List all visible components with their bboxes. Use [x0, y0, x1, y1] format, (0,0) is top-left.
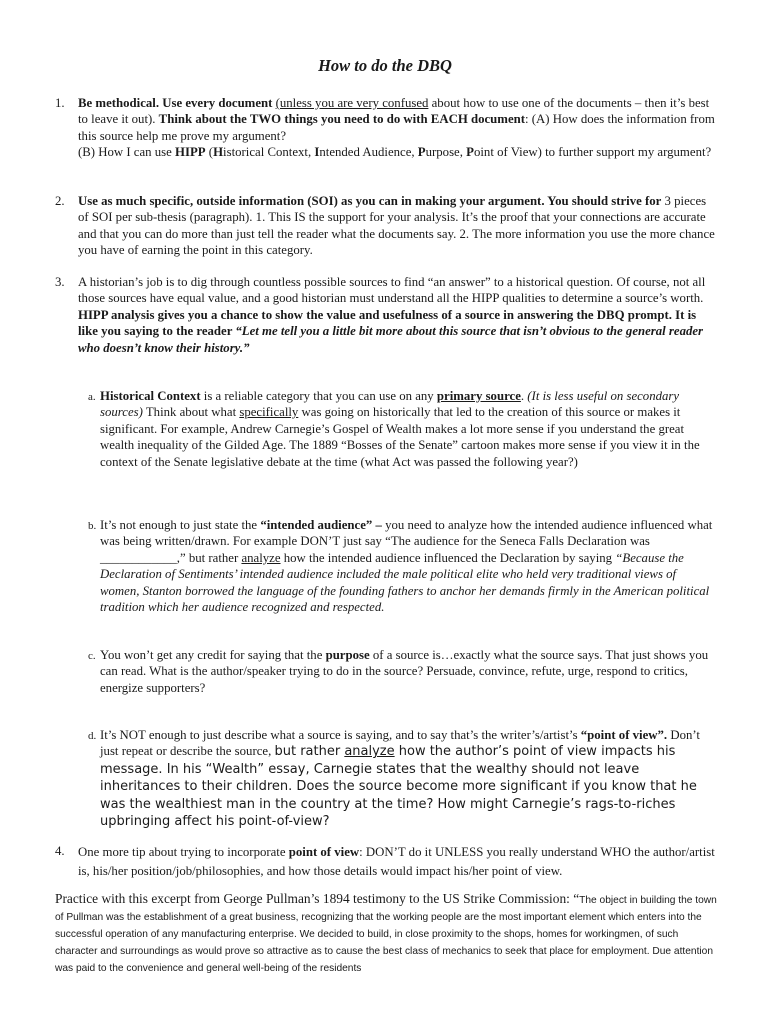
item-1-hipp: HIPP: [175, 145, 206, 160]
item-1-text-b: : (A) How does the information from this source help me prove my argument?: [78, 112, 715, 143]
sub-c-letter: c.: [88, 650, 96, 662]
item-3-bold-italic-quote: “Let me tell you a little bit more about this source that isn’t obvious to the general reader who doesn’t know their history.”: [78, 324, 704, 355]
sub-d-sans-b: how the author’s point of view impacts his message. In his “Wealth” essay, Carnegie states that the wealthy should not leave inheritances to their children. Does the source become more significant if you know that he was the wealthiest man in the country at the time? How might Carnegie’s rags-to-riches upbringing affect his point-of-view?: [100, 744, 697, 830]
sub-d-text-b: Don’t just repeat or describe the source,: [100, 728, 700, 759]
item-3-number: 3.: [55, 275, 65, 289]
item-1-bold-lead: Be methodical. Use every document: [78, 96, 273, 110]
sub-b-italic-example: “Because the Declaration of Sentiments’ intended audience included the male political elite who held very traditional views of women, Stanton borrowed the language of the founding fathers to anchor her demands firmly in the American political tradition which her audience recognized and respected.: [100, 550, 710, 615]
item-1-text-c: (B) How I can use: [78, 145, 176, 160]
pullman-excerpt: The object in building the town of Pullman was the establishment of a great business, recognizing that the working people are the most important element which enters into the successful operation of any manufacturing enterprise. We decided to build, in close proximity to the shops, homes for workingmen, of such character and surroundings as would prove so attractive as to cause the best class of mechanics to seek that place for employment. Due attention was paid to the convenience and general well-being of the residents: [55, 895, 717, 974]
sub-c-text-b: of a source is…exactly what the source says. That just shows you can read. What is the author/speaker trying to do in the source? Persuade, convince, refute, urge, respond to critics, energize supporters?: [100, 648, 709, 695]
item-2-bold-lead: Use as much specific, outside information (SOI) as you can in making your argument. You should strive for: [78, 194, 662, 208]
item-4-text-a: One more tip about trying to incorporate: [78, 845, 289, 859]
sub-d-text-a: It’s NOT enough to just describe what a source is saying, and to say that’s the writer’s/artist’s: [100, 728, 581, 742]
sub-d-analyze: analyze: [344, 744, 395, 760]
item-1-i: I: [314, 145, 320, 160]
item-3-body: A historian’s job is to dig through countless possible sources to find “an answer” to a historical question. Of course, not all those sources have equal value, and a good historian must understand all the HIPP qualities to determine a source’s worth.: [78, 275, 706, 306]
item-1-historical: istorical Context,: [223, 145, 315, 160]
sub-c-text: [100, 647, 714, 696]
sub-b-text-b: you need to analyze how the intended audience influenced what was being written/drawn. For example DON’T just say “The audience for the Seneca Falls Declaration was ____________,” but rather: [100, 518, 713, 565]
item-2-number: 2.: [55, 194, 65, 208]
item-2-text: [78, 193, 718, 259]
sub-b-text: [100, 517, 714, 615]
item-3-text: [78, 274, 718, 356]
item-1-text-a: about how to use one of the documents – then it’s best to leave it out).: [78, 96, 710, 127]
sub-a-specifically: specifically: [239, 405, 299, 420]
sub-b-intended-audience: “intended audience” –: [260, 518, 382, 532]
item-1-p: P: [417, 145, 426, 160]
item-1-bold-two-things: Think about the TWO things you need to do with EACH document: [158, 112, 526, 127]
sub-a-bold-historical-context: Historical Context: [100, 389, 201, 403]
item-1-underlined: (unless you are very confused: [275, 96, 429, 110]
item-4-text: [78, 843, 718, 881]
sub-a-period: .: [520, 389, 528, 403]
item-1-intended: ntended Audience,: [319, 145, 418, 160]
item-1-text: [78, 95, 718, 161]
practice-lead: Practice with this excerpt from George Pullman’s 1894 testimony to the US Strike Commission: “: [55, 891, 580, 906]
sub-b-letter: b.: [88, 520, 97, 532]
sub-b-text-a: It’s not enough to just state the: [100, 518, 261, 532]
practice-paragraph: [55, 891, 720, 976]
sub-d-point-of-view: “point of view”.: [580, 728, 668, 742]
page-title: How to do the DBQ: [318, 56, 452, 75]
sub-a-text-b: Think about what: [142, 405, 240, 420]
item-4-number: 4.: [55, 844, 65, 858]
item-4-text-b: : DON’T do it UNLESS you really understand WHO the author/artist is, his/her position/job/philosophies, and how those details would impact his/her point of view.: [78, 845, 715, 878]
item-4-point-of-view: point of view: [288, 845, 360, 859]
item-1-p2: P: [466, 145, 474, 160]
sub-b-analyze: analyze: [241, 550, 281, 565]
sub-a-letter: a.: [88, 391, 96, 403]
item-1-h: H: [213, 145, 224, 160]
sub-a-text: [100, 388, 714, 470]
sub-c-text-a: You won’t get any credit for saying that the: [100, 648, 326, 662]
sub-a-text-a: is a reliable category that you can use on any: [200, 389, 437, 403]
item-3-bold: HIPP analysis gives you a chance to show the value and usefulness of a source in answering the DBQ prompt. It is like you saying to the reader: [78, 307, 697, 339]
sub-a-italic-note: (It is less useful on secondary sources): [100, 389, 680, 420]
item-2-body: 3 pieces of SOI per sub-thesis (paragraph). 1. This IS the support for your analysis. It’s the proof that your connections are accurate and that you can do more than just tell the reader what the documents say. 2. The more information you use the more chance you have of earning the point in this category.: [78, 194, 715, 258]
sub-d-sans-a: but rather: [274, 744, 345, 760]
item-1-purpose: urpose,: [425, 145, 467, 160]
item-1-number: 1.: [55, 96, 65, 110]
sub-a-primary-source: primary source: [436, 389, 521, 403]
sub-d-text: [100, 727, 714, 830]
item-1-point-of-view: oint of View) to further support my argument?: [473, 145, 712, 160]
sub-c-purpose: purpose: [325, 648, 370, 662]
sub-b-text-c: how the intended audience influenced the Declaration by saying: [280, 550, 616, 565]
sub-a-text-c: was going on historically that led to the creation of this source or makes it significant. For example, Andrew Carnegie’s Gospel of Wealth makes a lot more sense if you understand the great wealth inequality of the Gilded Age. The 1889 “Bosses of the Senate” cartoon makes more sense if you view it in the context of the Senate legislative debate at the time (what Act was passed the following year?): [100, 405, 700, 469]
item-1-paren: (: [205, 145, 214, 160]
sub-d-letter: d.: [88, 730, 97, 742]
